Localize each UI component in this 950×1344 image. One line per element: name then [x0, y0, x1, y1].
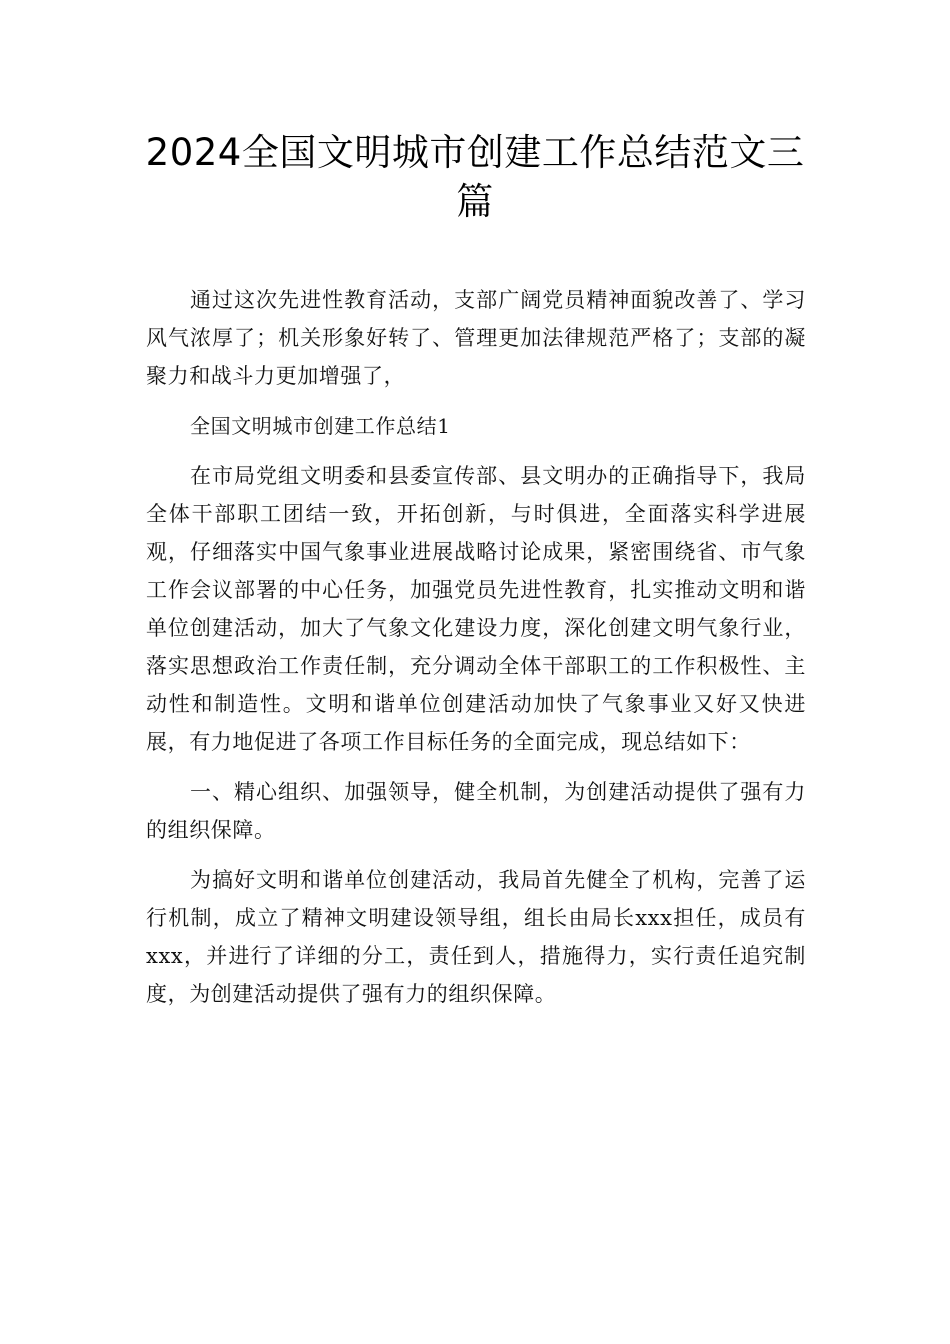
- intro-paragraph: 通过这次先进性教育活动，支部广阔党员精神面貌改善了、学习风气浓厚了；机关形象好转了、管理更加法律规范严格了；支部的凝聚力和战斗力更加增强了，: [146, 288, 806, 388]
- body-paragraph: 为搞好文明和谐单位创建活动，我局首先健全了机构，完善了运行机制，成立了精神文明建设领导组，组长由局长xxx担任，成员有xxx，并进行了详细的分工，责任到人，措施得力，实行责任追究制度，为创建活动提供了强有力的组织保障。: [146, 868, 806, 1006]
- subsection-heading: 一、精心组织、加强领导，健全机制，为创建活动提供了强有力的组织保障。: [146, 780, 806, 842]
- document-title: 2024全国文明城市创建工作总结范文三篇: [145, 131, 805, 223]
- body-paragraph: 在市局党组文明委和县委宣传部、县文明办的正确指导下，我局全体干部职工团结一致，开拓创新，与时俱进，全面落实科学进展观，仔细落实中国气象事业进展战略讨论成果，紧密围绕省、市气象工作会议部署的中心任务，加强党员先进性教育，扎实推动文明和谐单位创建活动，加大了气象文化建设力度，深化创建文明气象行业，落实思想政治工作责任制，充分调动全体干部职工的工作积极性、主动性和制造性。文明和谐单位创建活动加快了气象事业又好又快进展，有力地促进了各项工作目标任务的全面完成，现总结如下：: [146, 464, 806, 754]
- section-heading: 全国文明城市创建工作总结1: [190, 414, 451, 438]
- document-body: [146, 281, 806, 1025]
